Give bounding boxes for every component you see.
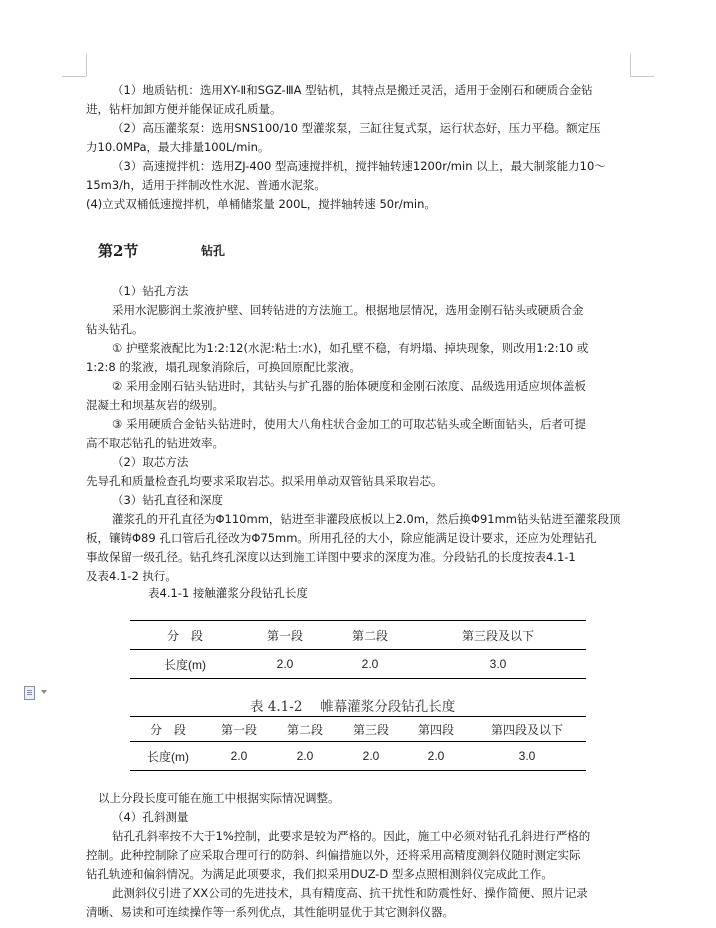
body-line: 先导孔和质量检查孔均要求采取岩芯。拟采用单动双管钻具采取岩芯。 <box>86 474 443 488</box>
table-header-row <box>130 717 586 742</box>
table-cell: 2.0 <box>427 749 445 763</box>
equipment-line-7: (4)立式双桶低速搅拌机，单桶储浆量 200L，搅拌轴转速 50r/min。 <box>86 197 436 211</box>
table-cell: 2.0 <box>296 749 314 763</box>
table-caption: 表 4.1-2 帷幕灌浆分段钻孔长度 <box>250 699 456 715</box>
table-cell: 第四段及以下 <box>490 722 563 737</box>
tail-line: 此测斜仪引进了XX公司的先进技术，具有精度高、抗干扰性和防震性好、操作简便、照片记录 <box>112 886 588 900</box>
body-line: 钻头钻孔。 <box>86 322 144 336</box>
equipment-line-5: （3）高速搅拌机：选用ZJ-400 型高速搅拌机，搅拌轴转速1200r/min 以上，最大制浆能力10～ <box>112 159 606 173</box>
crop-mark-top-right-h <box>630 76 654 77</box>
body-line: 及表4.1-2 执行。 <box>86 569 177 583</box>
body-line: ③ 采用硬质合金钻头钻进时，使用大八角柱状合金加工的可取芯钻头或全断面钻头，后者可提 <box>112 417 586 431</box>
section-title: 钻孔 <box>201 244 226 258</box>
equipment-line-6: 15m3/h，适用于拌制改性水泥、普通水泥浆。 <box>86 178 326 192</box>
table-cell: 长度(m) <box>147 749 189 764</box>
table-cell: 分 段 <box>166 628 203 643</box>
equipment-line-4: 力10.0MPa，最大排量100L/min。 <box>86 140 270 154</box>
section-number: 第2节 <box>98 242 139 260</box>
body-line: （3）钻孔直径和深度 <box>112 493 223 507</box>
table-cell: 第四段 <box>417 722 454 737</box>
table-cell: 第一段 <box>220 722 257 737</box>
table-caption: 表4.1-1 接触灌浆分段钻孔长度 <box>148 586 308 600</box>
table-cell: 长度(m) <box>164 657 206 672</box>
body-line: 灌浆孔的开孔直径为Φ110mm，钻进至非灌段底板以上2.0m，然后换Φ91mm钻头钻进至灌浆段顶 <box>112 512 621 526</box>
crop-mark-top-left-v <box>86 54 87 76</box>
equipment-line-2: 进，钻杆加卸方便并能保证成孔质量。 <box>86 102 282 116</box>
body-line: 事故保留一级孔径。钻孔终孔深度以达到施工详图中要求的深度为准。分段钻孔的长度按表4.1-1 <box>86 550 576 564</box>
table-cell: 第一段 <box>266 628 303 643</box>
body-line: （2）取芯方法 <box>112 455 189 469</box>
table-cell: 2.0 <box>276 657 294 671</box>
tail-line: （4）孔斜测量 <box>112 810 189 824</box>
drill-length-table-2 <box>130 716 586 771</box>
table-cell: 3.0 <box>489 657 507 671</box>
equipment-line-3: （2）高压灌浆泵：选用SNS100/10 型灌浆泵，三缸往复式泵，运行状态好，压力平稳。额定压 <box>112 121 601 135</box>
table-cell: 分 段 <box>149 722 186 737</box>
document-icon[interactable] <box>24 686 35 700</box>
body-line: ② 采用金刚石钻头钻进时，其钻头与扩孔器的胎体硬度和金刚石浓度、品级选用适应坝体盖板 <box>112 379 586 393</box>
body-line: 混凝土和坝基灰岩的级别。 <box>86 398 224 412</box>
tail-line: 钻孔孔斜率按不大于1%控制，此要求是较为严格的。因此，施工中必须对钻孔孔斜进行严格的 <box>112 829 591 843</box>
tail-line: 控制。此种控制除了应采取合理可行的防斜、纠偏措施以外，还将采用高精度测斜仪随时测定实际 <box>86 848 581 862</box>
body-line: 板，镶铸Φ89 孔口管后孔径改为Φ75mm。所用孔径的大小，除应能满足设计要求，还应为处理钻孔 <box>86 531 597 545</box>
drill-length-table-1 <box>130 620 586 679</box>
table-cell: 第二段 <box>351 628 388 643</box>
table-row <box>130 742 586 771</box>
table-cell: 第三段及以下 <box>461 628 534 643</box>
equipment-line-1: （1）地质钻机：选用XY-Ⅱ和SGZ-ⅢA 型钻机，其特点是搬迁灵活，适用于金刚石和硬质合金钻 <box>112 83 593 97</box>
body-line: 1:2:8 的浆液，塌孔现象消除后，可换回原配比浆液。 <box>86 360 361 374</box>
tail-line: 钻孔轨迹和偏斜情况。为满足此项要求，我们拟采用DUZ-D 型多点照相测斜仪完成此工作。 <box>86 867 553 881</box>
tail-line: 清晰、易读和可连续操作等一系列优点，其性能明显优于其它测斜仪器。 <box>86 905 454 919</box>
table-cell: 第三段 <box>352 722 389 737</box>
table-cell: 2.0 <box>361 657 379 671</box>
body-line: （1）钻孔方法 <box>112 284 189 298</box>
table-cell: 2.0 <box>230 749 248 763</box>
crop-mark-top-right-v <box>630 54 631 76</box>
body-line: 高不取芯钻孔的钻进效率。 <box>86 436 224 450</box>
table-cell: 2.0 <box>362 749 380 763</box>
body-line: ① 护壁浆液配比为1:2:12(水泥:粘土:水)，如孔壁不稳，有坍塌、掉块现象，则改用1:2:10 或 <box>112 341 589 355</box>
table-cell: 第二段 <box>286 722 323 737</box>
table-header-row <box>130 621 586 650</box>
table-row <box>130 650 586 679</box>
crop-mark-top-left-h <box>62 76 86 77</box>
chevron-down-icon[interactable] <box>41 690 47 694</box>
tail-line: 以上分段长度可能在施工中根据实际情况调整。 <box>98 791 340 805</box>
body-line: 采用水泥膨润土浆液护壁、回转钻进的方法施工。根据地层情况，选用金刚石钻头或硬质合金 <box>112 303 584 317</box>
table-cell: 3.0 <box>518 749 536 763</box>
